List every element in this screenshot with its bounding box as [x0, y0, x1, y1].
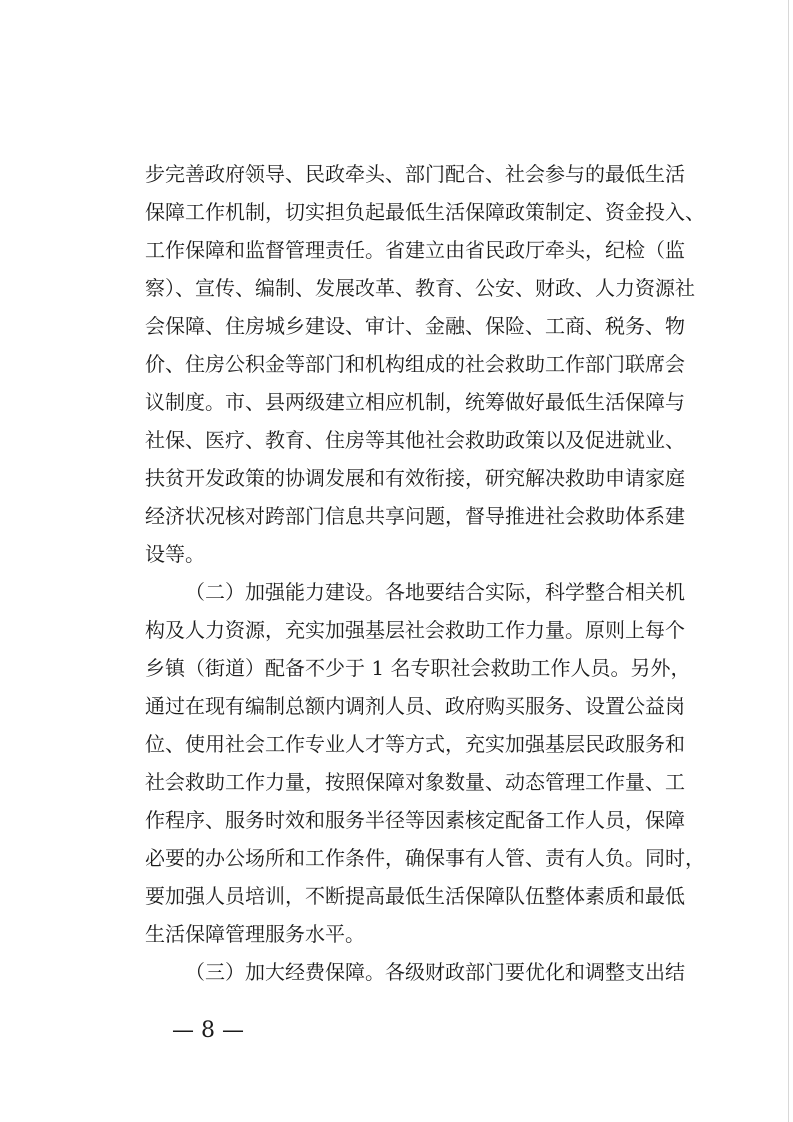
text-line: 经济状况核对跨部门信息共享问题，督导推进社会救助体系建: [145, 504, 685, 528]
text-line: 位、使用社会工作专业人才等方式，充实加强基层民政服务和: [145, 732, 685, 756]
text-line: 价、住房公积金等部门和机构组成的社会救助工作部门联席会: [145, 352, 685, 376]
text-line: 生活保障管理服务水平。: [145, 922, 365, 946]
text-line: 步完善政府领导、民政牵头、部门配合、社会参与的最低生活: [145, 162, 685, 186]
text-line: 作程序、服务时效和服务半径等因素核定配备工作人员，保障: [145, 808, 685, 832]
text-line: 社会救助工作力量，按照保障对象数量、动态管理工作量、工: [145, 770, 685, 794]
text-line: 设等。: [145, 542, 205, 566]
text-line: 要加强人员培训，不断提高最低生活保障队伍整体素质和最低: [145, 884, 685, 908]
section-heading-line: （三）加大经费保障。各级财政部门要优化和调整支出结: [185, 960, 685, 984]
text-line: 保障工作机制，切实担负起最低生活保障政策制定、资金投入、: [145, 200, 705, 224]
text-line: 议制度。市、县两级建立相应机制，统筹做好最低生活保障与: [145, 390, 685, 414]
text-line: 扶贫开发政策的协调发展和有效衔接，研究解决救助申请家庭: [145, 466, 685, 490]
section-heading-line: （二）加强能力建设。各地要结合实际，科学整合相关机: [185, 580, 685, 604]
text-line: 通过在现有编制总额内调剂人员、政府购买服务、设置公益岗: [145, 694, 685, 718]
page-number: — 8 —: [172, 1018, 244, 1043]
text-line: 构及人力资源，充实加强基层社会救助工作力量。原则上每个: [145, 618, 685, 642]
text-line: 社保、医疗、教育、住房等其他社会救助政策以及促进就业、: [145, 428, 685, 452]
text-line: 察）、宣传、编制、发展改革、教育、公安、财政、人力资源社: [145, 276, 695, 300]
text-line: 会保障、住房城乡建设、审计、金融、保险、工商、税务、物: [145, 314, 685, 338]
text-line: 工作保障和监督管理责任。省建立由省民政厅牵头，纪检（监: [145, 238, 685, 262]
page-edge: [788, 0, 789, 1122]
text-line: 乡镇（街道）配备不少于 1 名专职社会救助工作人员。另外，: [145, 656, 691, 680]
text-line: 必要的办公场所和工作条件，确保事有人管、责有人负。同时，: [145, 846, 705, 870]
